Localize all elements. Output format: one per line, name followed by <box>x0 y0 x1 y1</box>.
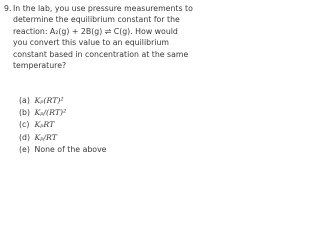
choice-d <box>19 132 106 144</box>
stem-line: temperature? <box>13 61 67 71</box>
choice-c <box>19 119 106 131</box>
stem-line: you convert this value to an equilibrium <box>13 38 169 48</box>
choice-letter: (c) <box>19 120 30 130</box>
choice-e <box>19 144 106 156</box>
question-number: 9. <box>4 4 12 13</box>
stem-line: reaction: A₂(g) + 2B(g) ⇌ C(g). How would <box>13 26 178 36</box>
choice-letter: (e) <box>19 144 30 154</box>
question-page <box>0 0 210 171</box>
stem-line: constant based in concentration at the same <box>13 49 189 59</box>
stem-line: In the lab, you use pressure measurements to <box>13 4 193 13</box>
choice-text: Kₚ/RT <box>34 132 57 142</box>
choice-letter: (a) <box>19 96 30 105</box>
choice-text: Kₚ/(RT)² <box>34 108 67 118</box>
choice-text: Kₚ(RT)² <box>34 96 64 105</box>
choice-b <box>19 107 106 119</box>
choice-a <box>19 95 106 107</box>
choice-text: None of the above <box>34 144 107 154</box>
stem-line: determine the equilibrium constant for the <box>13 15 180 25</box>
choice-letter: (b) <box>19 108 31 118</box>
choice-letter: (d) <box>19 132 31 142</box>
answer-choices <box>19 95 106 156</box>
choice-text: KₚRT <box>34 120 55 130</box>
question-stem <box>13 3 207 71</box>
